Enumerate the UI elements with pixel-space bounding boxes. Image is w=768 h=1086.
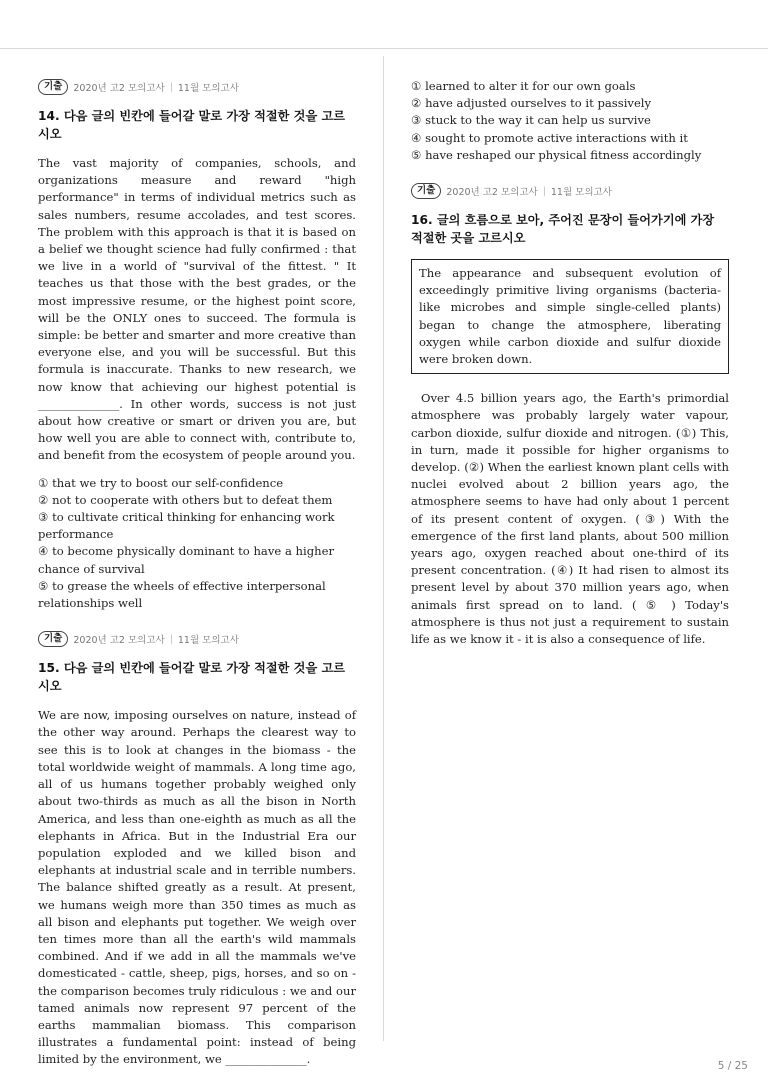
question-title: 15. 다음 글의 빈칸에 들어갈 말로 가장 적절한 것을 고르시오: [38, 661, 346, 694]
question-title: 16. 글의 흐름으로 보아, 주어진 문장이 들어가기에 가장 적절한 곳을 고르시오: [411, 213, 715, 246]
option-5[interactable]: ⑤ have reshaped our physical fitness accordingly: [411, 147, 702, 162]
source-line: [38, 630, 356, 648]
question-16: [411, 182, 729, 648]
past-exam-badge: 기출: [38, 631, 68, 647]
option-1[interactable]: ① learned to alter it for our own goals: [411, 79, 636, 93]
past-exam-badge: 기출: [38, 79, 68, 95]
past-exam-badge: 기출: [411, 183, 441, 199]
option-5[interactable]: ⑤ to grease the wheels of effective interpersonal relationships well: [38, 578, 326, 611]
header-rule: [0, 48, 768, 49]
source-line: [38, 78, 356, 96]
source-month: 11월 모의고사: [550, 187, 612, 199]
column-divider: [383, 56, 384, 1041]
question-15: [38, 630, 356, 1068]
source-year: 2020년 고2 모의고사: [446, 187, 538, 199]
separator: |: [169, 633, 173, 645]
passage: The vast majority of companies, schools, and organizations measure and reward "high performance" in terms of individual metrics such as sales numbers, resume accolades, and test scores. The problem with this approach is that it is based on a belief we thought science had fully confirmed : that we live in a world of "survival of the fittest. " It teaches us that those with the best grades, or the most impressive resume, or the highest point score, will be the ONLY ones to succeed. The formula is simple: be better and smarter and more creative than everyone else, and you will be successful. But this formula is inaccurate. Thanks to new research, we now know that achieving our highest potential is ______________. In other words, success is not just about how creative or smart or driven you are, but how well you are able to connect with, contribute to, and benefit from the ecosystem of people around you.: [38, 156, 356, 463]
source-year: 2020년 고2 모의고사: [73, 83, 165, 94]
right-column: [411, 78, 729, 648]
source-month: 11월 모의고사: [177, 83, 239, 94]
option-2[interactable]: ② not to cooperate with others but to defeat them: [38, 492, 333, 507]
passage: Over 4.5 billion years ago, the Earth's primordial atmosphere was probably largely water vapour, carbon dioxide, sulfur dioxide and nitrogen. (①) This, in turn, made it possible for higher organisms to develop. (②) When the earliest known plant cells with nuclei evolved about 2 billion years ago, the atmosphere seems to have had only about 1 percent of its present content of oxygen. (③) With the emergence of the first land plants, about 500 million years ago, oxygen reached about one-third of its present concentration. (④) It had risen to almost its present level by about 370 million years ago, when animals first spread on to land. ( ⑤ ) Today's atmosphere is thus not just a requirement to sustain life as we know it - it is also a consequence of life.: [411, 391, 729, 647]
separator: |: [169, 81, 173, 93]
option-2[interactable]: ② have adjusted ourselves to it passively: [411, 96, 652, 111]
page-number: 5 / 25: [717, 1060, 748, 1072]
option-3[interactable]: ③ stuck to the way it can help us survive: [411, 113, 651, 128]
option-1[interactable]: ① that we try to boost our self-confidence: [38, 475, 284, 490]
answer-options: [38, 475, 356, 613]
option-3[interactable]: ③ to cultivate critical thinking for enhancing work performance: [38, 510, 335, 542]
q15-answer-options: [411, 78, 729, 164]
left-column: [38, 78, 356, 1069]
option-4[interactable]: ④ to become physically dominant to have a higher chance of survival: [38, 544, 335, 576]
separator: |: [542, 185, 546, 197]
passage: We are now, imposing ourselves on nature, instead of the other way around. Perhaps the clearest way to see this is to look at changes in the biomass - the total worldwide weight of mammals. A long time ago, all of us humans together probably weighed only about two-thirds as much as all the bison in North America, and less than one-eighth as much as all the elephants in Africa. But in the Industrial Era our population exploded and we killed bison and elephants at industrial scale and in terrible numbers. The balance shifted greatly as a result. At present, we humans weigh more than 350 times as much as all bison and elephants put together. We weigh over ten times more than all the earth's wild mammals combined. And if we add in all the mammals we've domesticated - cattle, sheep, pigs, horses, and so on - the comparison becomes truly ridiculous : we and our tamed animals now represent 97 percent of the earths mammalian biomass. This comparison illustrates a fundamental point: instead of being limited by the environment, we ______________.: [38, 708, 356, 1067]
source-month: 11월 모의고사: [177, 635, 239, 647]
question-14: [38, 78, 356, 612]
source-year: 2020년 고2 모의고사: [73, 635, 165, 647]
given-sentence-box: The appearance and subsequent evolution of exceedingly primitive living organisms (bacteria-like microbes and simple single-celled plants) began to change the atmosphere, liberating oxygen while carbon dioxide and sulfur dioxide were broken down.: [411, 259, 729, 374]
option-4[interactable]: ④ sought to promote active interactions with it: [411, 130, 688, 145]
source-line: [411, 182, 729, 200]
question-title: 14. 다음 글의 빈칸에 들어갈 말로 가장 적절한 것을 고르시오: [38, 109, 346, 141]
